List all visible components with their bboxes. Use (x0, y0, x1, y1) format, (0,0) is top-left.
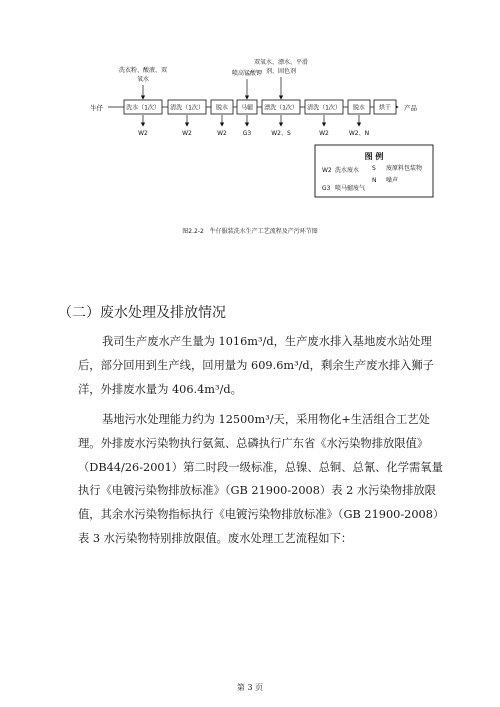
output-4-label: G3 (242, 130, 252, 137)
output-annotation-4 (243, 115, 252, 137)
legend-n-text: 噪声 (386, 177, 399, 184)
svg-text:氧水: 氧水 (136, 76, 150, 83)
end-label: 产品 (404, 104, 417, 112)
section-title: （二）废水处理及排放情况 (58, 305, 226, 321)
legend-g3-code: G3 (322, 185, 331, 192)
legend-s-code: S (372, 165, 376, 172)
start-label: 牛仔 (90, 104, 103, 112)
svg-text:剂、固色剂: 剂、固色剂 (265, 68, 297, 75)
step-6-label: 清洗（1次） (307, 104, 341, 112)
step-8-label: 烘干 (378, 104, 392, 112)
legend-w2-code: W2 (322, 167, 332, 174)
process-step-6 (305, 100, 343, 114)
step-1-label: 洗水（1次） (126, 104, 160, 112)
process-step-4 (237, 100, 257, 114)
output-3-label: W2 (217, 130, 227, 137)
svg-text:双氧水、漂水、平滑: 双氧水、漂水、平滑 (253, 59, 309, 66)
legend-w2-text: 洗水废水 (335, 167, 360, 174)
output-1-label: W2 (138, 130, 148, 137)
step-5-label: 漂洗（1次） (264, 104, 298, 112)
process-step-2 (168, 100, 206, 114)
step-3-label: 脱水 (215, 104, 229, 112)
process-step-8 (374, 100, 396, 114)
step-4-label: 马骝 (240, 104, 254, 112)
output-annotation-6 (319, 115, 329, 137)
output-5-label: W2、S (271, 130, 291, 137)
output-annotation-7 (349, 115, 369, 137)
output-7-label: W2、N (348, 130, 370, 137)
process-step-1 (124, 100, 162, 114)
figure-caption: 图2.2-2 牛仔服装洗水生产工艺流程及产污环节图 (182, 228, 318, 235)
paragraph-2 (78, 408, 448, 551)
output-annotation-5 (271, 115, 291, 137)
output-annotation-2 (182, 115, 192, 137)
step-2-label: 清洗（1次） (170, 104, 204, 112)
input-4-label: 喷高锰酸钾 (231, 70, 263, 77)
legend-g3-text: 喷马骝废气 (335, 185, 366, 192)
input-annotation-5 (254, 58, 308, 99)
legend-box (315, 145, 433, 197)
paragraph-1-text: 我司生产废水产生量为 1016m³/d，生产废水排入基地废水站处理后，部分回用到生产线，回用量为 609.6m³/d，剩余生产废水排入狮子洋，外排废水量为 406.4m³/d。 (78, 335, 434, 396)
legend-s-text: 废原料包装物 (386, 165, 423, 172)
process-step-7 (348, 100, 370, 114)
output-6-label: W2 (319, 130, 329, 137)
paragraph-2-text: 基地污水处理能力约为 12500m³/天，采用物化+生活组合工艺处理。外排废水污染物执行氨氮、总磷执行广东省《水污染物排放限值》（DB44/26-2001）第二时段一级标准，总镍、总铜、总氰、化学需氧量执行《电镀污染物排放标准》（GB 21900-2008）表 2 水污染物排放限值，其余水污染物指标执行《电镀污染物排放标准》（GB 21900-2008）表 3 水污染物特别排放限值。废水处理工艺流程如下： (78, 413, 445, 545)
page-number: 第 3 页 (236, 683, 264, 692)
step-7-label: 脱水 (352, 104, 366, 112)
process-step-3 (211, 100, 233, 114)
process-step-5 (262, 100, 300, 114)
input-annotation-4 (232, 69, 262, 99)
paragraph-1 (78, 330, 448, 401)
legend-title: 图 例 (364, 152, 384, 161)
output-annotation-3 (217, 115, 227, 137)
svg-text:洗衣粉、酸液、双: 洗衣粉、酸液、双 (118, 67, 168, 74)
output-annotation-1 (138, 115, 148, 137)
input-annotation-1 (119, 66, 167, 99)
process-flow-diagram (0, 0, 500, 240)
output-2-label: W2 (182, 130, 192, 137)
legend-n-code: N (372, 177, 377, 184)
